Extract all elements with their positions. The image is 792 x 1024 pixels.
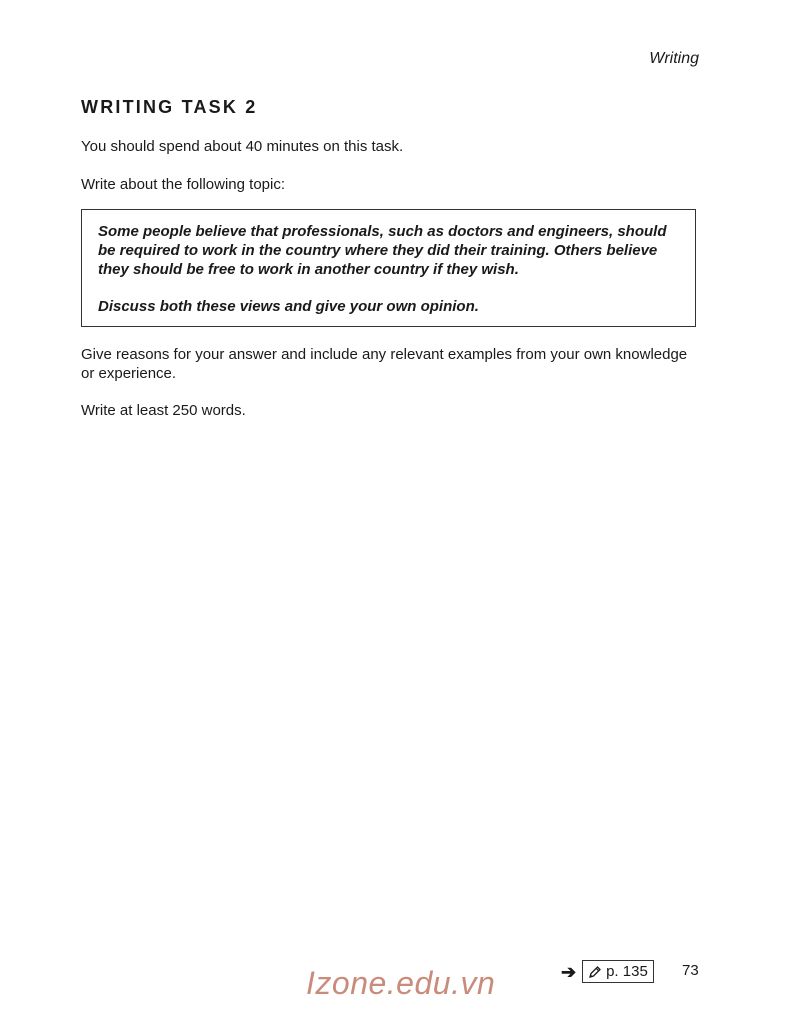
reference-box [582, 960, 654, 983]
right-arrow-icon: ➔ [561, 961, 577, 982]
task-title: WRITING TASK 2 [81, 97, 258, 117]
topic-intro: Write about the following topic: [81, 176, 286, 193]
topic-statement: Some people believe that professionals, such as doctors and engineers, should be required to work in the country where they did their training. Others believe they should be free to work in another country if they wish. [98, 223, 667, 278]
page-number: 73 [682, 962, 699, 979]
answer-reference [561, 960, 654, 983]
reasons-instruction: Give reasons for your answer and include any relevant examples from your own knowledge or experience. [81, 346, 688, 382]
word-count-instruction: Write at least 250 words. [81, 402, 246, 419]
reference-label: p. 135 [606, 963, 648, 980]
time-instruction: You should spend about 40 minutes on this task. [81, 138, 404, 155]
topic-box [81, 209, 696, 327]
watermark: Izone.edu.vn [306, 965, 496, 1001]
topic-instruction: Discuss both these views and give your own opinion. [98, 298, 479, 315]
pencil-icon [588, 965, 602, 979]
running-header: Writing [649, 50, 699, 67]
